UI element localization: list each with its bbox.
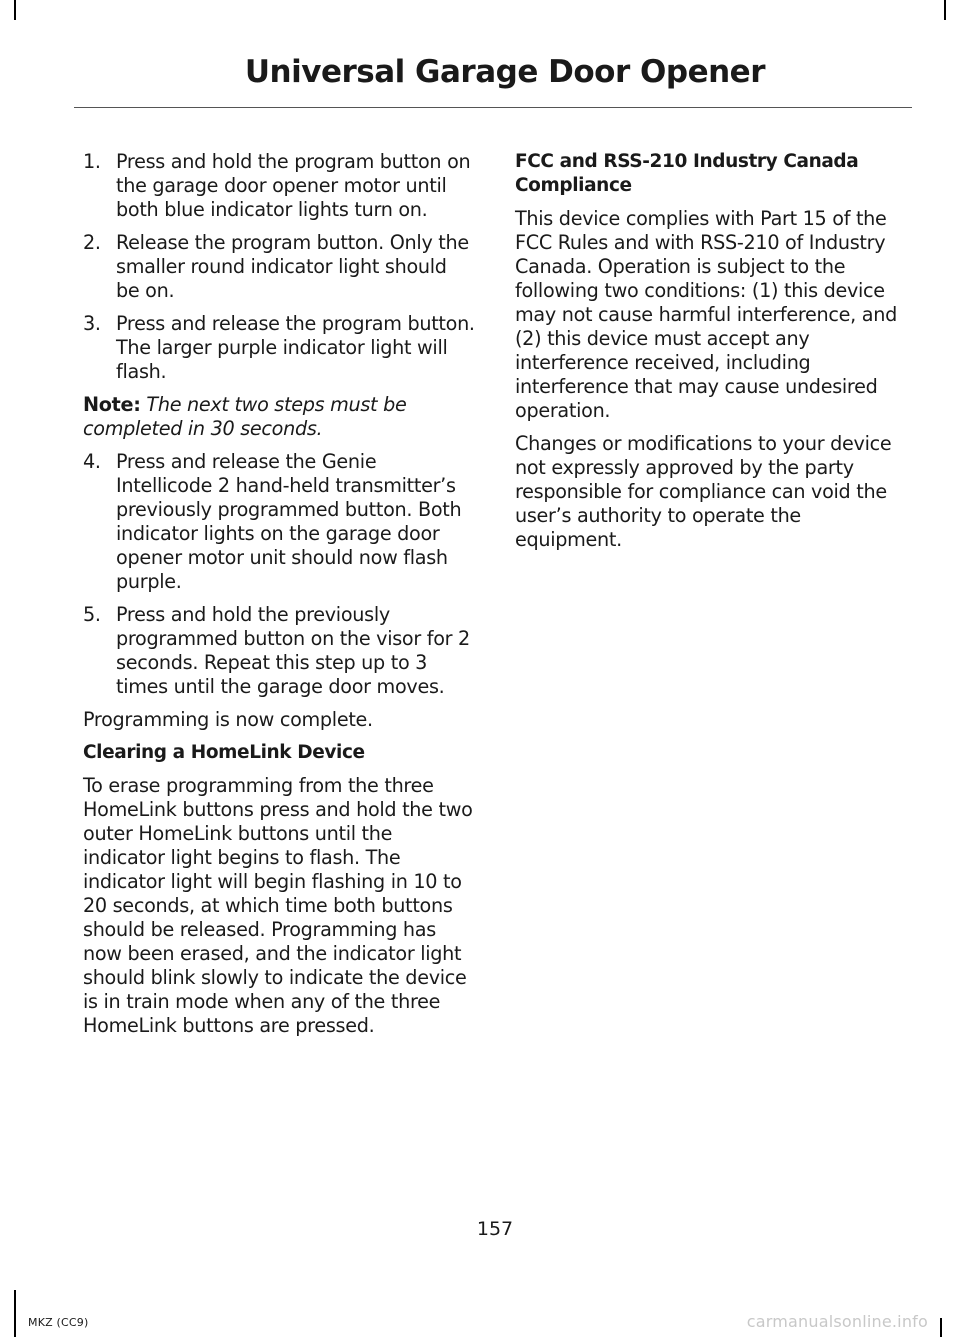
page-number: 157	[476, 1218, 514, 1240]
step-number: 5.	[83, 603, 101, 626]
watermark: carmanualsonline.info	[746, 1312, 928, 1331]
note-label: Note:	[83, 393, 141, 416]
step-4	[83, 450, 475, 594]
step-text: Press and hold the program button on the garage door opener motor until both blue indicator lights turn on.	[116, 150, 471, 221]
title-divider	[74, 107, 912, 108]
step-2	[83, 231, 475, 303]
crop-mark-top-right	[944, 0, 946, 20]
step-5	[83, 603, 475, 699]
left-column	[83, 150, 475, 1047]
step-number: 2.	[83, 231, 101, 254]
clearing-heading: Clearing a HomeLink Device	[83, 742, 365, 763]
step-number: 1.	[83, 150, 101, 173]
complete-text: Programming is now complete.	[83, 708, 373, 731]
fcc-heading: FCC and RSS-210 Industry Canada Compliance	[515, 151, 859, 196]
step-text: Press and release the program button. The larger purple indicator light will flash.	[116, 312, 475, 383]
crop-mark-top-left	[14, 0, 16, 20]
crop-mark-bottom-left	[14, 1290, 16, 1337]
page-title: Universal Garage Door Opener	[244, 54, 765, 90]
step-text: Release the program button. Only the smaller round indicator light should be on.	[116, 231, 469, 302]
right-column	[515, 150, 910, 561]
step-3	[83, 312, 475, 384]
step-text: Press and release the Genie Intellicode 2 hand-held transmitter’s previously programmed button. Both indicator lights on the garage door opener motor unit should now flash purple.	[116, 450, 462, 593]
note-text: The next two steps must be completed in 30 seconds.	[83, 393, 407, 440]
model-code: MKZ (CC9)	[28, 1316, 89, 1329]
step-number: 3.	[83, 312, 101, 335]
step-text: Press and hold the previously programmed button on the visor for 2 seconds. Repeat this step up to 3 times until the garage door moves.	[116, 603, 470, 698]
fcc-paragraph-1: This device complies with Part 15 of the FCC Rules and with RSS-210 of Industry Canada. Operation is subject to the following two conditions: (1) this device may not cause harmful interference, and (2) this device must accept any interference received, including interference that may cause undesired operation.	[515, 207, 897, 422]
note	[83, 393, 475, 441]
crop-mark-bottom-right	[940, 1318, 942, 1337]
step-1	[83, 150, 475, 222]
fcc-paragraph-2: Changes or modifications to your device not expressly approved by the party responsible for compliance can void the user’s authority to operate the equipment.	[515, 432, 892, 551]
clearing-text: To erase programming from the three HomeLink buttons press and hold the two outer HomeLink buttons until the indicator light begins to flash. The indicator light will begin flashing in 10 to 20 seconds, at which time both buttons should be released. Programming has now been erased, and the indicator light should blink slowly to indicate the device is in train mode when any of the three HomeLink buttons are pressed.	[83, 774, 473, 1037]
step-number: 4.	[83, 450, 101, 473]
